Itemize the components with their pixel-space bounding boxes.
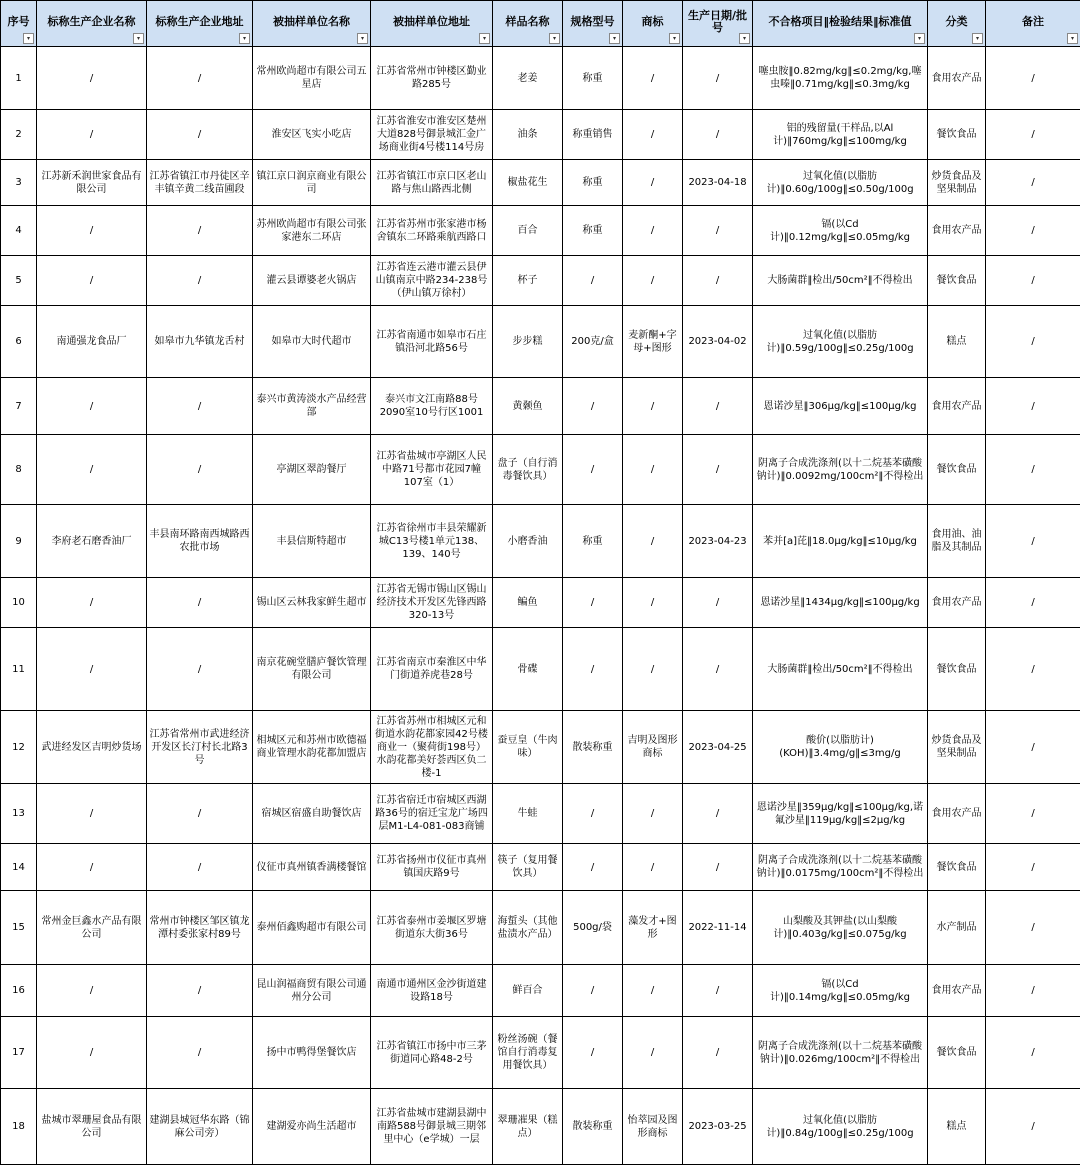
sampled-unit-name-cell[interactable]: 扬中市鸭得堡餐饮店 xyxy=(253,1017,371,1089)
specification-cell[interactable]: / xyxy=(563,1017,623,1089)
remark-cell[interactable]: / xyxy=(986,891,1080,965)
header-cell[interactable]: 备注 ▾ xyxy=(986,1,1080,47)
sample-name-cell[interactable]: 黄颡鱼 xyxy=(493,378,563,435)
production-date-cell[interactable]: / xyxy=(683,965,753,1017)
header-cell[interactable]: 序号 ▾ xyxy=(1,1,37,47)
table-row[interactable] xyxy=(1,1017,1080,1089)
sampled-unit-name-cell[interactable]: 如皋市大时代超市 xyxy=(253,306,371,378)
trademark-cell[interactable]: 藻发才+图形 xyxy=(623,891,683,965)
table-row[interactable] xyxy=(1,306,1080,378)
sampled-unit-name-cell[interactable]: 泰州佰鑫购超市有限公司 xyxy=(253,891,371,965)
producer-name-cell[interactable]: 江苏新禾润世家食品有限公司 xyxy=(37,160,147,206)
sample-name-cell[interactable]: 盘子（自行消毒餐饮具） xyxy=(493,435,563,505)
row-number-cell[interactable]: 2 xyxy=(1,110,37,160)
specification-cell[interactable]: / xyxy=(563,256,623,306)
production-date-cell[interactable]: 2022-11-14 xyxy=(683,891,753,965)
remark-cell[interactable]: / xyxy=(986,306,1080,378)
trademark-cell[interactable]: / xyxy=(623,628,683,711)
producer-address-cell[interactable]: 建湖县城冠华东路（锦麻公司旁） xyxy=(147,1089,253,1165)
production-date-cell[interactable]: / xyxy=(683,378,753,435)
category-cell[interactable]: 食用农产品 xyxy=(928,965,986,1017)
sampled-unit-name-cell[interactable]: 常州欧尚超市有限公司五星店 xyxy=(253,47,371,110)
sampled-unit-address-cell[interactable]: 江苏省无锡市锡山区锡山经济技术开发区先锋西路320-13号 xyxy=(371,578,493,628)
trademark-cell[interactable]: / xyxy=(623,965,683,1017)
category-cell[interactable]: 餐饮食品 xyxy=(928,435,986,505)
sampled-unit-name-cell[interactable]: 淮安区飞实小吃店 xyxy=(253,110,371,160)
header-cell[interactable]: 被抽样单位地址 ▾ xyxy=(371,1,493,47)
sampled-unit-name-cell[interactable]: 昆山润福商贸有限公司通州分公司 xyxy=(253,965,371,1017)
table-row[interactable] xyxy=(1,628,1080,711)
header-cell[interactable]: 生产日期/批号 ▾ xyxy=(683,1,753,47)
failed-item-result-cell[interactable]: 镉(以Cd计)‖0.12mg/kg‖≤0.05mg/kg xyxy=(753,206,928,256)
sampled-unit-address-cell[interactable]: 江苏省盐城市建湖县湖中南路588号御景城三期邻里中心（e学城）一层 xyxy=(371,1089,493,1165)
sample-name-cell[interactable]: 步步糕 xyxy=(493,306,563,378)
failed-item-result-cell[interactable]: 大肠菌群‖检出/50cm²‖不得检出 xyxy=(753,628,928,711)
row-number-cell[interactable]: 5 xyxy=(1,256,37,306)
sampled-unit-name-cell[interactable]: 亭湖区翠韵餐厅 xyxy=(253,435,371,505)
row-number-cell[interactable]: 7 xyxy=(1,378,37,435)
producer-name-cell[interactable]: / xyxy=(37,206,147,256)
failed-item-result-cell[interactable]: 苯并[a]芘‖18.0μg/kg‖≤10μg/kg xyxy=(753,505,928,578)
production-date-cell[interactable]: / xyxy=(683,784,753,844)
category-cell[interactable]: 食用农产品 xyxy=(928,378,986,435)
producer-name-cell[interactable]: / xyxy=(37,47,147,110)
production-date-cell[interactable]: / xyxy=(683,1017,753,1089)
table-row[interactable] xyxy=(1,206,1080,256)
sampled-unit-address-cell[interactable]: 江苏省扬州市仪征市真州镇国庆路9号 xyxy=(371,844,493,891)
remark-cell[interactable]: / xyxy=(986,578,1080,628)
sampled-unit-name-cell[interactable]: 锡山区云林我家鲜生超市 xyxy=(253,578,371,628)
producer-address-cell[interactable]: 丰县南环路南西城路西农批市场 xyxy=(147,505,253,578)
failed-item-result-cell[interactable]: 阴离子合成洗涤剂(以十二烷基苯磺酸钠计)‖0.0175mg/100cm²‖不得检出 xyxy=(753,844,928,891)
producer-name-cell[interactable]: 武进经发区吉明炒货场 xyxy=(37,711,147,784)
sampled-unit-name-cell[interactable]: 灌云县谭婆老火锅店 xyxy=(253,256,371,306)
remark-cell[interactable]: / xyxy=(986,505,1080,578)
header-cell[interactable]: 标称生产企业地址 ▾ xyxy=(147,1,253,47)
filter-dropdown-icon[interactable]: ▾ xyxy=(739,33,750,44)
specification-cell[interactable]: 散装称重 xyxy=(563,711,623,784)
sampled-unit-name-cell[interactable]: 仪征市真州镇香满楼餐馆 xyxy=(253,844,371,891)
remark-cell[interactable]: / xyxy=(986,206,1080,256)
remark-cell[interactable]: / xyxy=(986,378,1080,435)
failed-item-result-cell[interactable]: 噻虫胺‖0.82mg/kg‖≤0.2mg/kg,噻虫嗪‖0.71mg/kg‖≤0.3mg/kg xyxy=(753,47,928,110)
failed-item-result-cell[interactable]: 过氧化值(以脂肪计)‖0.60g/100g‖≤0.50g/100g xyxy=(753,160,928,206)
failed-item-result-cell[interactable]: 恩诺沙星‖359μg/kg‖≤100μg/kg,诺氟沙星‖119μg/kg‖≤2μg/kg xyxy=(753,784,928,844)
remark-cell[interactable]: / xyxy=(986,711,1080,784)
category-cell[interactable]: 餐饮食品 xyxy=(928,256,986,306)
sampled-unit-address-cell[interactable]: 江苏省苏州市相城区元和街道水韵花都家园42号楼商业一（聚荷街198号）水韵花都美好荟西区负二楼-1 xyxy=(371,711,493,784)
table-row[interactable] xyxy=(1,160,1080,206)
production-date-cell[interactable]: 2023-04-23 xyxy=(683,505,753,578)
producer-name-cell[interactable]: 盐城市翠珊屋食品有限公司 xyxy=(37,1089,147,1165)
sample-name-cell[interactable]: 翠珊凗果（糕点） xyxy=(493,1089,563,1165)
sampled-unit-address-cell[interactable]: 江苏省南通市如皋市石庄镇沿河北路56号 xyxy=(371,306,493,378)
filter-dropdown-icon[interactable]: ▾ xyxy=(239,33,250,44)
sample-name-cell[interactable]: 粉丝汤碗（餐馆自行消毒复用餐饮具） xyxy=(493,1017,563,1089)
category-cell[interactable]: 食用农产品 xyxy=(928,206,986,256)
remark-cell[interactable]: / xyxy=(986,47,1080,110)
row-number-cell[interactable]: 3 xyxy=(1,160,37,206)
sampled-unit-address-cell[interactable]: 江苏省盐城市亭湖区人民中路71号都市花园7幢107室（1） xyxy=(371,435,493,505)
trademark-cell[interactable]: 吉明及图形商标 xyxy=(623,711,683,784)
sampled-unit-name-cell[interactable]: 丰县信斯特超市 xyxy=(253,505,371,578)
filter-dropdown-icon[interactable]: ▾ xyxy=(914,33,925,44)
filter-dropdown-icon[interactable]: ▾ xyxy=(133,33,144,44)
trademark-cell[interactable]: / xyxy=(623,844,683,891)
filter-dropdown-icon[interactable]: ▾ xyxy=(609,33,620,44)
failed-item-result-cell[interactable]: 镉(以Cd计)‖0.14mg/kg‖≤0.05mg/kg xyxy=(753,965,928,1017)
category-cell[interactable]: 糕点 xyxy=(928,1089,986,1165)
trademark-cell[interactable]: / xyxy=(623,578,683,628)
production-date-cell[interactable]: / xyxy=(683,435,753,505)
header-cell[interactable]: 分类 ▾ xyxy=(928,1,986,47)
remark-cell[interactable]: / xyxy=(986,256,1080,306)
failed-item-result-cell[interactable]: 山梨酸及其钾盐(以山梨酸计)‖0.403g/kg‖≤0.075g/kg xyxy=(753,891,928,965)
remark-cell[interactable]: / xyxy=(986,160,1080,206)
production-date-cell[interactable]: / xyxy=(683,206,753,256)
trademark-cell[interactable]: / xyxy=(623,784,683,844)
sample-name-cell[interactable]: 骨碟 xyxy=(493,628,563,711)
producer-name-cell[interactable]: 李府老石磨香油厂 xyxy=(37,505,147,578)
sample-name-cell[interactable]: 油条 xyxy=(493,110,563,160)
category-cell[interactable]: 餐饮食品 xyxy=(928,110,986,160)
failed-item-result-cell[interactable]: 过氧化值(以脂肪计)‖0.84g/100g‖≤0.25g/100g xyxy=(753,1089,928,1165)
table-body xyxy=(1,47,1080,1165)
sampled-unit-address-cell[interactable]: 江苏省淮安市淮安区楚州大道828号御景城汇金广场商业街4号楼114号房 xyxy=(371,110,493,160)
category-cell[interactable]: 糕点 xyxy=(928,306,986,378)
trademark-cell[interactable]: / xyxy=(623,505,683,578)
row-number-cell[interactable]: 6 xyxy=(1,306,37,378)
table-row[interactable] xyxy=(1,711,1080,784)
specification-cell[interactable]: 称重 xyxy=(563,160,623,206)
sampled-unit-name-cell[interactable]: 泰兴市黄涛淡水产品经营部 xyxy=(253,378,371,435)
filter-dropdown-icon[interactable]: ▾ xyxy=(669,33,680,44)
remark-cell[interactable]: / xyxy=(986,784,1080,844)
header-cell[interactable]: 标称生产企业名称 ▾ xyxy=(37,1,147,47)
producer-name-cell[interactable]: / xyxy=(37,628,147,711)
category-cell[interactable]: 炒货食品及坚果制品 xyxy=(928,711,986,784)
producer-name-cell[interactable]: / xyxy=(37,256,147,306)
remark-cell[interactable]: / xyxy=(986,628,1080,711)
producer-address-cell[interactable]: 如皋市九华镇龙舌村 xyxy=(147,306,253,378)
sample-name-cell[interactable]: 牛蛙 xyxy=(493,784,563,844)
header-cell[interactable]: 样品名称 ▾ xyxy=(493,1,563,47)
table-row[interactable] xyxy=(1,844,1080,891)
sampled-unit-name-cell[interactable]: 镇江京口润京商业有限公司 xyxy=(253,160,371,206)
header-row xyxy=(1,1,1080,47)
failed-item-result-cell[interactable]: 阴离子合成洗涤剂(以十二烷基苯磺酸钠计)‖0.026mg/100cm²‖不得检出 xyxy=(753,1017,928,1089)
table-row[interactable] xyxy=(1,891,1080,965)
row-number-cell[interactable]: 11 xyxy=(1,628,37,711)
producer-address-cell[interactable]: / xyxy=(147,578,253,628)
producer-address-cell[interactable]: 江苏省镇江市丹徒区辛丰镇辛黄二线苗圃段 xyxy=(147,160,253,206)
failed-item-result-cell[interactable]: 恩诺沙星‖306μg/kg‖≤100μg/kg xyxy=(753,378,928,435)
category-cell[interactable]: 食用油、油脂及其制品 xyxy=(928,505,986,578)
production-date-cell[interactable]: 2023-04-25 xyxy=(683,711,753,784)
remark-cell[interactable]: / xyxy=(986,1089,1080,1165)
producer-address-cell[interactable]: 江苏省常州市武进经济开发区长汀村长北路3号 xyxy=(147,711,253,784)
sample-name-cell[interactable]: 鳊鱼 xyxy=(493,578,563,628)
sample-name-cell[interactable]: 杯子 xyxy=(493,256,563,306)
remark-cell[interactable]: / xyxy=(986,110,1080,160)
table-row[interactable] xyxy=(1,784,1080,844)
category-cell[interactable]: 食用农产品 xyxy=(928,578,986,628)
table-row[interactable] xyxy=(1,256,1080,306)
producer-name-cell[interactable]: / xyxy=(37,435,147,505)
production-date-cell[interactable]: / xyxy=(683,47,753,110)
trademark-cell[interactable]: 麦新酮+字母+图形 xyxy=(623,306,683,378)
filter-dropdown-icon[interactable]: ▾ xyxy=(23,33,34,44)
production-date-cell[interactable]: / xyxy=(683,844,753,891)
category-cell[interactable]: 餐饮食品 xyxy=(928,844,986,891)
sample-name-cell[interactable]: 海蜇头（其他盐渍水产品） xyxy=(493,891,563,965)
trademark-cell[interactable]: 怡萃园及图形商标 xyxy=(623,1089,683,1165)
remark-cell[interactable]: / xyxy=(986,1017,1080,1089)
sample-name-cell[interactable]: 百合 xyxy=(493,206,563,256)
production-date-cell[interactable]: / xyxy=(683,256,753,306)
sampled-unit-address-cell[interactable]: 江苏省泰州市姜堰区罗塘街道东大街36号 xyxy=(371,891,493,965)
production-date-cell[interactable]: / xyxy=(683,110,753,160)
filter-dropdown-icon[interactable]: ▾ xyxy=(1067,33,1078,44)
producer-name-cell[interactable]: / xyxy=(37,965,147,1017)
producer-name-cell[interactable]: / xyxy=(37,844,147,891)
specification-cell[interactable]: 称重销售 xyxy=(563,110,623,160)
production-date-cell[interactable]: 2023-04-02 xyxy=(683,306,753,378)
filter-dropdown-icon[interactable]: ▾ xyxy=(479,33,490,44)
table-row[interactable] xyxy=(1,47,1080,110)
specification-cell[interactable]: 称重 xyxy=(563,206,623,256)
sampled-unit-address-cell[interactable]: 江苏省宿迁市宿城区西湖路36号的宿迁宝龙广场四层M1-L4-081-083商铺 xyxy=(371,784,493,844)
sampled-unit-name-cell[interactable]: 苏州欧尚超市有限公司张家港东二环店 xyxy=(253,206,371,256)
producer-address-cell[interactable]: / xyxy=(147,844,253,891)
filter-dropdown-icon[interactable]: ▾ xyxy=(972,33,983,44)
row-number-cell[interactable]: 8 xyxy=(1,435,37,505)
producer-address-cell[interactable]: / xyxy=(147,435,253,505)
sample-name-cell[interactable]: 小磨香油 xyxy=(493,505,563,578)
table-row[interactable] xyxy=(1,378,1080,435)
category-cell[interactable]: 炒货食品及坚果制品 xyxy=(928,160,986,206)
sampled-unit-address-cell[interactable]: 南通市通州区金沙街道建设路18号 xyxy=(371,965,493,1017)
producer-address-cell[interactable]: / xyxy=(147,110,253,160)
producer-address-cell[interactable]: / xyxy=(147,256,253,306)
sampled-unit-address-cell[interactable]: 江苏省南京市秦淮区中华门街道养虎巷28号 xyxy=(371,628,493,711)
specification-cell[interactable]: / xyxy=(563,435,623,505)
row-number-cell[interactable]: 17 xyxy=(1,1017,37,1089)
production-date-cell[interactable]: / xyxy=(683,578,753,628)
producer-address-cell[interactable]: / xyxy=(147,1017,253,1089)
sampled-unit-address-cell[interactable]: 江苏省徐州市丰县荣耀新城C13号楼1单元138、139、140号 xyxy=(371,505,493,578)
table-row[interactable] xyxy=(1,505,1080,578)
failed-item-result-cell[interactable]: 恩诺沙星‖1434μg/kg‖≤100μg/kg xyxy=(753,578,928,628)
producer-name-cell[interactable]: / xyxy=(37,578,147,628)
table-row[interactable] xyxy=(1,965,1080,1017)
row-number-cell[interactable]: 9 xyxy=(1,505,37,578)
failed-item-result-cell[interactable]: 过氧化值(以脂肪计)‖0.59g/100g‖≤0.25g/100g xyxy=(753,306,928,378)
specification-cell[interactable]: 称重 xyxy=(563,505,623,578)
trademark-cell[interactable]: / xyxy=(623,47,683,110)
row-number-cell[interactable]: 13 xyxy=(1,784,37,844)
specification-cell[interactable]: / xyxy=(563,378,623,435)
producer-address-cell[interactable]: / xyxy=(147,965,253,1017)
producer-name-cell[interactable]: / xyxy=(37,784,147,844)
filter-dropdown-icon[interactable]: ▾ xyxy=(549,33,560,44)
specification-cell[interactable]: 500g/袋 xyxy=(563,891,623,965)
specification-cell[interactable]: / xyxy=(563,844,623,891)
sample-name-cell[interactable]: 蚕豆皇（牛肉味） xyxy=(493,711,563,784)
producer-address-cell[interactable]: / xyxy=(147,47,253,110)
remark-cell[interactable]: / xyxy=(986,435,1080,505)
failed-item-result-cell[interactable]: 阴离子合成洗涤剂(以十二烷基苯磺酸钠计)‖0.0092mg/100cm²‖不得检出 xyxy=(753,435,928,505)
row-number-cell[interactable]: 15 xyxy=(1,891,37,965)
trademark-cell[interactable]: / xyxy=(623,256,683,306)
producer-name-cell[interactable]: / xyxy=(37,1017,147,1089)
table-row[interactable] xyxy=(1,110,1080,160)
trademark-cell[interactable]: / xyxy=(623,378,683,435)
specification-cell[interactable]: / xyxy=(563,965,623,1017)
trademark-cell[interactable]: / xyxy=(623,435,683,505)
trademark-cell[interactable]: / xyxy=(623,1017,683,1089)
production-date-cell[interactable]: 2023-04-18 xyxy=(683,160,753,206)
table-row[interactable] xyxy=(1,435,1080,505)
header-cell[interactable]: 不合格项目‖检验结果‖标准值 ▾ xyxy=(753,1,928,47)
trademark-cell[interactable]: / xyxy=(623,206,683,256)
specification-cell[interactable]: 散装称重 xyxy=(563,1089,623,1165)
category-cell[interactable]: 食用农产品 xyxy=(928,784,986,844)
failed-item-result-cell[interactable]: 铝的残留量(干样品,以Al计)‖760mg/kg‖≤100mg/kg xyxy=(753,110,928,160)
producer-address-cell[interactable]: / xyxy=(147,784,253,844)
category-cell[interactable]: 餐饮食品 xyxy=(928,628,986,711)
sampled-unit-address-cell[interactable]: 泰兴市文江南路88号2090室10号行区1001 xyxy=(371,378,493,435)
production-date-cell[interactable]: 2023-03-25 xyxy=(683,1089,753,1165)
sample-name-cell[interactable]: 筷子（复用餐饮具） xyxy=(493,844,563,891)
sample-name-cell[interactable]: 鲜百合 xyxy=(493,965,563,1017)
specification-cell[interactable]: / xyxy=(563,784,623,844)
row-number-cell[interactable]: 16 xyxy=(1,965,37,1017)
table-row[interactable] xyxy=(1,1089,1080,1165)
sample-name-cell[interactable]: 椒盐花生 xyxy=(493,160,563,206)
sampled-unit-name-cell[interactable]: 宿城区宿盛自助餐饮店 xyxy=(253,784,371,844)
sample-name-cell[interactable]: 老姜 xyxy=(493,47,563,110)
row-number-cell[interactable]: 4 xyxy=(1,206,37,256)
header-cell[interactable]: 被抽样单位名称 ▾ xyxy=(253,1,371,47)
producer-address-cell[interactable]: / xyxy=(147,378,253,435)
category-cell[interactable]: 餐饮食品 xyxy=(928,1017,986,1089)
trademark-cell[interactable]: / xyxy=(623,160,683,206)
sampled-unit-name-cell[interactable]: 建湖爱亦尚生活超市 xyxy=(253,1089,371,1165)
header-cell[interactable]: 商标 ▾ xyxy=(623,1,683,47)
row-number-cell[interactable]: 1 xyxy=(1,47,37,110)
sampled-unit-address-cell[interactable]: 江苏省镇江市京口区老山路与焦山路西北侧 xyxy=(371,160,493,206)
producer-name-cell[interactable]: 南通强龙食品厂 xyxy=(37,306,147,378)
category-cell[interactable]: 水产制品 xyxy=(928,891,986,965)
production-date-cell[interactable]: / xyxy=(683,628,753,711)
header-cell[interactable]: 规格型号 ▾ xyxy=(563,1,623,47)
producer-address-cell[interactable]: / xyxy=(147,206,253,256)
specification-cell[interactable]: / xyxy=(563,628,623,711)
row-number-cell[interactable]: 18 xyxy=(1,1089,37,1165)
specification-cell[interactable]: 200克/盒 xyxy=(563,306,623,378)
trademark-cell[interactable]: / xyxy=(623,110,683,160)
sampled-unit-address-cell[interactable]: 江苏省镇江市扬中市三茅街道同心路48-2号 xyxy=(371,1017,493,1089)
specification-cell[interactable]: / xyxy=(563,578,623,628)
sampled-unit-name-cell[interactable]: 南京花碗堂膳庐餐饮管理有限公司 xyxy=(253,628,371,711)
producer-name-cell[interactable]: / xyxy=(37,110,147,160)
sampled-unit-address-cell[interactable]: 江苏省常州市钟楼区勤业路285号 xyxy=(371,47,493,110)
row-number-cell[interactable]: 10 xyxy=(1,578,37,628)
remark-cell[interactable]: / xyxy=(986,965,1080,1017)
producer-address-cell[interactable]: / xyxy=(147,628,253,711)
failed-item-result-cell[interactable]: 大肠菌群‖检出/50cm²‖不得检出 xyxy=(753,256,928,306)
failed-item-result-cell[interactable]: 酸价(以脂肪计)(KOH)‖3.4mg/g‖≤3mg/g xyxy=(753,711,928,784)
table-row[interactable] xyxy=(1,578,1080,628)
sampled-unit-address-cell[interactable]: 江苏省苏州市张家港市杨舍镇东二环路乘航西路口 xyxy=(371,206,493,256)
producer-name-cell[interactable]: 常州金巨鑫水产品有限公司 xyxy=(37,891,147,965)
category-cell[interactable]: 食用农产品 xyxy=(928,47,986,110)
producer-name-cell[interactable]: / xyxy=(37,378,147,435)
filter-dropdown-icon[interactable]: ▾ xyxy=(357,33,368,44)
producer-address-cell[interactable]: 常州市钟楼区邹区镇龙潭村委张家村89号 xyxy=(147,891,253,965)
remark-cell[interactable]: / xyxy=(986,844,1080,891)
sampled-unit-name-cell[interactable]: 相城区元和苏州市欧德福商业管理水韵花都加盟店 xyxy=(253,711,371,784)
specification-cell[interactable]: 称重 xyxy=(563,47,623,110)
sampled-unit-address-cell[interactable]: 江苏省连云港市灌云县伊山镇南京中路234-238号（伊山镇万徐村） xyxy=(371,256,493,306)
row-number-cell[interactable]: 12 xyxy=(1,711,37,784)
row-number-cell[interactable]: 14 xyxy=(1,844,37,891)
